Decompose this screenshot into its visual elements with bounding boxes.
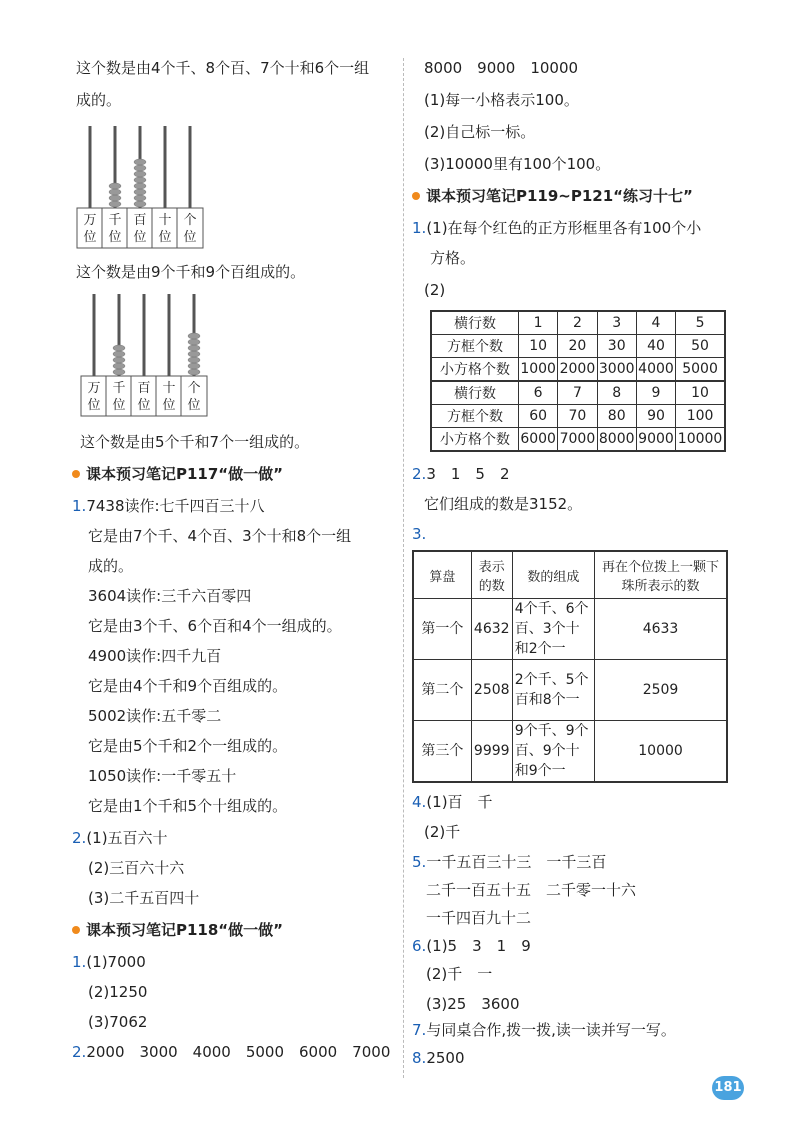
table-cell: 100 [676, 405, 725, 428]
svg-text:位: 位 [137, 398, 151, 413]
table-header-cell: 算盘 [413, 551, 471, 599]
page-number-badge: 181 [712, 1076, 744, 1100]
table-cell: 2 [558, 311, 597, 335]
table-cell: 6000 [519, 428, 558, 452]
text-line: 它是由7个千、4个百、3个十和8个一组 [88, 527, 352, 545]
table-cell: 小方格个数 [431, 428, 519, 452]
svg-text:位: 位 [162, 398, 176, 413]
text-line: 5002读作:五千零二 [88, 707, 222, 725]
text-line: (2)三百六十六 [88, 859, 185, 877]
table-cell: 2509 [595, 660, 727, 721]
table-cell: 7000 [558, 428, 597, 452]
text-line: (2)千 [424, 823, 461, 841]
text-line: 二千一百五十五 二千零一十六 [426, 881, 637, 899]
text-line: 这个数是由5个千和7个一组成的。 [80, 433, 310, 451]
rows-grid-table [430, 310, 726, 452]
table-cell: 10000 [676, 428, 725, 452]
table-row [413, 599, 727, 660]
svg-text:千: 千 [112, 381, 126, 396]
text-line: (2)自己标一标。 [424, 123, 536, 141]
table-cell: 9 [636, 381, 675, 405]
svg-text:个: 个 [183, 213, 197, 228]
table-cell: 80 [597, 405, 636, 428]
table-cell: 横行数 [431, 311, 519, 335]
text-line: (3)25 3600 [426, 995, 520, 1013]
question-line: 2.2000 3000 4000 5000 6000 7000 [72, 1043, 391, 1061]
table-cell: 1000 [519, 358, 558, 382]
text-line: (3)10000里有100个100。 [424, 155, 611, 173]
section-heading: 课本预习笔记P119~P121“练习十七” [412, 186, 693, 206]
table-row [431, 335, 725, 358]
table-cell: 70 [558, 405, 597, 428]
svg-text:千: 千 [108, 213, 122, 228]
question-line: 1.7438读作:七千四百三十八 [72, 497, 265, 515]
table-cell: 4632 [471, 599, 512, 660]
table-header-row [413, 551, 727, 599]
text-line: 一千四百九十二 [426, 909, 532, 927]
svg-text:百: 百 [133, 213, 147, 228]
table-cell: 90 [636, 405, 675, 428]
table-cell: 3000 [597, 358, 636, 382]
table-cell: 第三个 [413, 721, 471, 783]
text-line: (3)7062 [88, 1013, 148, 1031]
question-line: 3. [412, 525, 427, 543]
table-cell: 10 [676, 381, 725, 405]
table-cell: 7 [558, 381, 597, 405]
table-cell: 3 [597, 311, 636, 335]
svg-text:位: 位 [133, 230, 147, 245]
svg-text:位: 位 [112, 398, 126, 413]
text-line: (2) [424, 281, 446, 299]
table-cell: 6 [519, 381, 558, 405]
svg-text:位: 位 [183, 230, 197, 245]
table-row [413, 721, 727, 783]
table-header-cell: 再在个位拨上一颗下珠所表示的数 [595, 551, 727, 599]
text-line: 4900读作:四千九百 [88, 647, 222, 665]
table-cell: 小方格个数 [431, 358, 519, 382]
column-divider [403, 58, 404, 1078]
table-cell: 第二个 [413, 660, 471, 721]
svg-text:万: 万 [83, 213, 97, 228]
table-row [431, 428, 725, 452]
text-line: 成的。 [88, 557, 134, 575]
svg-text:位: 位 [83, 230, 97, 245]
table-cell: 4个千、6个百、3个十和2个一 [512, 599, 594, 660]
text-line: (2)千 一 [426, 965, 493, 983]
question-line: 5.一千五百三十三 一千三百 [412, 853, 607, 871]
table-cell: 2508 [471, 660, 512, 721]
table-cell: 8000 [597, 428, 636, 452]
table-cell: 4633 [595, 599, 727, 660]
table-cell: 1 [519, 311, 558, 335]
table-cell: 2个千、5个百和8个一 [512, 660, 594, 721]
table-cell: 9个千、9个百、9个十和9个一 [512, 721, 594, 783]
question-line: 8.2500 [412, 1049, 465, 1067]
table-row [413, 660, 727, 721]
abacus-diagram [80, 292, 208, 418]
question-line: 2.(1)五百六十 [72, 829, 168, 847]
table-cell: 50 [676, 335, 725, 358]
svg-text:十: 十 [162, 381, 176, 396]
text-line: (3)二千五百四十 [88, 889, 200, 907]
bullet-dot-icon [72, 926, 80, 934]
text-line: 这个数是由9个千和9个百组成的。 [76, 263, 306, 281]
table-header-cell: 数的组成 [512, 551, 594, 599]
table-cell: 4000 [636, 358, 675, 382]
text-line: 它是由1个千和5个十组成的。 [88, 797, 288, 815]
table-cell: 30 [597, 335, 636, 358]
table-cell: 2000 [558, 358, 597, 382]
table-cell: 8 [597, 381, 636, 405]
table-cell: 方框个数 [431, 405, 519, 428]
question-line: 2.3 1 5 2 [412, 465, 510, 483]
text-line: 它是由5个千和2个一组成的。 [88, 737, 288, 755]
table-cell: 4 [636, 311, 675, 335]
text-line: (1)每一小格表示100。 [424, 91, 579, 109]
question-line: 7.与同桌合作,拨一拨,读一读并写一写。 [412, 1021, 676, 1039]
question-line: 1.(1)7000 [72, 953, 146, 971]
table-cell: 10 [519, 335, 558, 358]
table-cell: 第一个 [413, 599, 471, 660]
text-line: 它们组成的数是3152。 [424, 495, 583, 513]
text-line: 1050读作:一千零五十 [88, 767, 237, 785]
table-row [431, 381, 725, 405]
table-cell: 9999 [471, 721, 512, 783]
question-line: 6.(1)5 3 1 9 [412, 937, 531, 955]
section-heading: 课本预习笔记P118“做一做” [72, 920, 283, 940]
table-header-cell: 表示的数 [471, 551, 512, 599]
table-row [431, 311, 725, 335]
bullet-dot-icon [412, 192, 420, 200]
table-cell: 9000 [636, 428, 675, 452]
abacus-answer-table [412, 550, 728, 783]
table-cell: 5000 [676, 358, 725, 382]
text-line: 3604读作:三千六百零四 [88, 587, 252, 605]
text-line: (2)1250 [88, 983, 148, 1001]
table-cell: 20 [558, 335, 597, 358]
section-heading: 课本预习笔记P117“做一做” [72, 464, 283, 484]
svg-text:十: 十 [158, 213, 172, 228]
svg-text:个: 个 [187, 381, 201, 396]
abacus-diagram [76, 124, 204, 250]
bullet-dot-icon [72, 470, 80, 478]
table-cell: 40 [636, 335, 675, 358]
text-line: 8000 9000 10000 [424, 59, 579, 77]
text-line: 它是由3个千、6个百和4个一组成的。 [88, 617, 342, 635]
svg-text:位: 位 [108, 230, 122, 245]
text-line: 这个数是由4个千、8个百、7个十和6个一组 [76, 59, 370, 77]
table-cell: 方框个数 [431, 335, 519, 358]
text-line: 成的。 [76, 91, 122, 109]
svg-text:位: 位 [158, 230, 172, 245]
table-cell: 60 [519, 405, 558, 428]
question-line: 4.(1)百 千 [412, 793, 493, 811]
table-cell: 横行数 [431, 381, 519, 405]
table-row [431, 358, 725, 382]
svg-text:位: 位 [187, 398, 201, 413]
question-line: 1.(1)在每个红色的正方形框里各有100个小 [412, 219, 702, 237]
svg-text:万: 万 [87, 381, 101, 396]
svg-text:百: 百 [137, 381, 151, 396]
table-cell: 5 [676, 311, 725, 335]
table-row [431, 405, 725, 428]
text-line: 方格。 [430, 249, 476, 267]
text-line: 它是由4个千和9个百组成的。 [88, 677, 288, 695]
svg-text:位: 位 [87, 398, 101, 413]
table-cell: 10000 [595, 721, 727, 783]
